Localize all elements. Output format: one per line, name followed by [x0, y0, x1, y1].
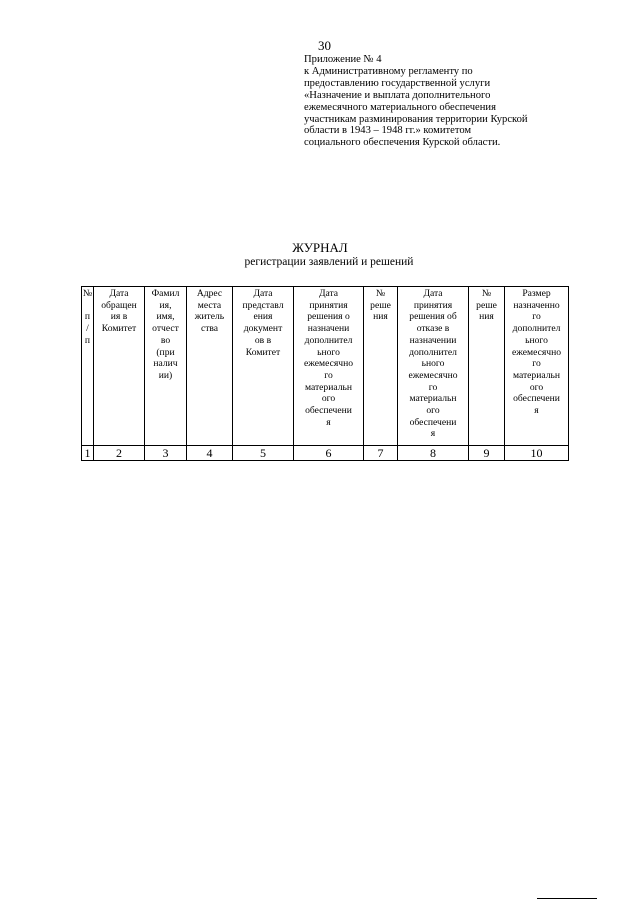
appendix-line: к Административному регламенту по: [304, 65, 473, 77]
header-cell-refusal-number: № реше ния: [469, 287, 505, 446]
bottom-rule: [537, 898, 597, 899]
page-number: 30: [318, 38, 331, 53]
column-number-cell: 1: [82, 446, 94, 461]
appendix-line: области в 1943 – 1948 гг.» комитетом: [304, 125, 472, 137]
table-header-row: [82, 287, 569, 446]
journal-subtitle: регистрации заявлений и решений: [244, 256, 414, 268]
column-number-cell: 8: [398, 446, 469, 461]
header-cell-index: № п / п: [82, 287, 94, 446]
column-number-cell: 6: [294, 446, 364, 461]
column-number-cell: 3: [145, 446, 187, 461]
column-number-cell: 2: [94, 446, 145, 461]
appendix-line: Приложение № 4: [304, 54, 382, 65]
journal-table: [81, 286, 569, 461]
appendix-line: ежемесячного материального обеспечения: [304, 101, 496, 113]
header-cell-address: Адрес места житель ства: [187, 287, 233, 446]
table-row: [82, 446, 569, 461]
column-number-cell: 7: [364, 446, 398, 461]
column-number-cell: 4: [187, 446, 233, 461]
header-cell-amount: Размер назначенно го дополнител ьного ежемесячно го материальн ого обеспечени я: [505, 287, 569, 446]
header-cell-documents-date: Дата представл ения документ ов в Комитет: [233, 287, 294, 446]
header-cell-approval-number: № реше ния: [364, 287, 398, 446]
appendix-block: [304, 54, 604, 149]
appendix-line: предоставлению государственной услуги: [304, 77, 491, 89]
header-cell-full-name: Фамил ия, имя, отчест во (при налич ии): [145, 287, 187, 446]
column-number-cell: 5: [233, 446, 294, 461]
journal-title: ЖУРНАЛ: [292, 240, 348, 255]
appendix-line: «Назначение и выплата дополнительного: [304, 89, 491, 101]
appendix-line: социального обеспечения Курской области.: [304, 137, 501, 149]
column-number-cell: 9: [469, 446, 505, 461]
column-number-cell: 10: [505, 446, 569, 461]
header-cell-application-date: Дата обращен ия в Комитет: [94, 287, 145, 446]
header-cell-approval-date: Дата принятия решения о назначени дополнител ьного ежемесячно го материальн ого обеспечени я: [294, 287, 364, 446]
appendix-line: участникам разминирования территории Курской: [304, 113, 528, 125]
header-cell-refusal-date: Дата принятия решения об отказе в назначении дополнител ьного ежемесячно го материальн ого обеспечени я: [398, 287, 469, 446]
